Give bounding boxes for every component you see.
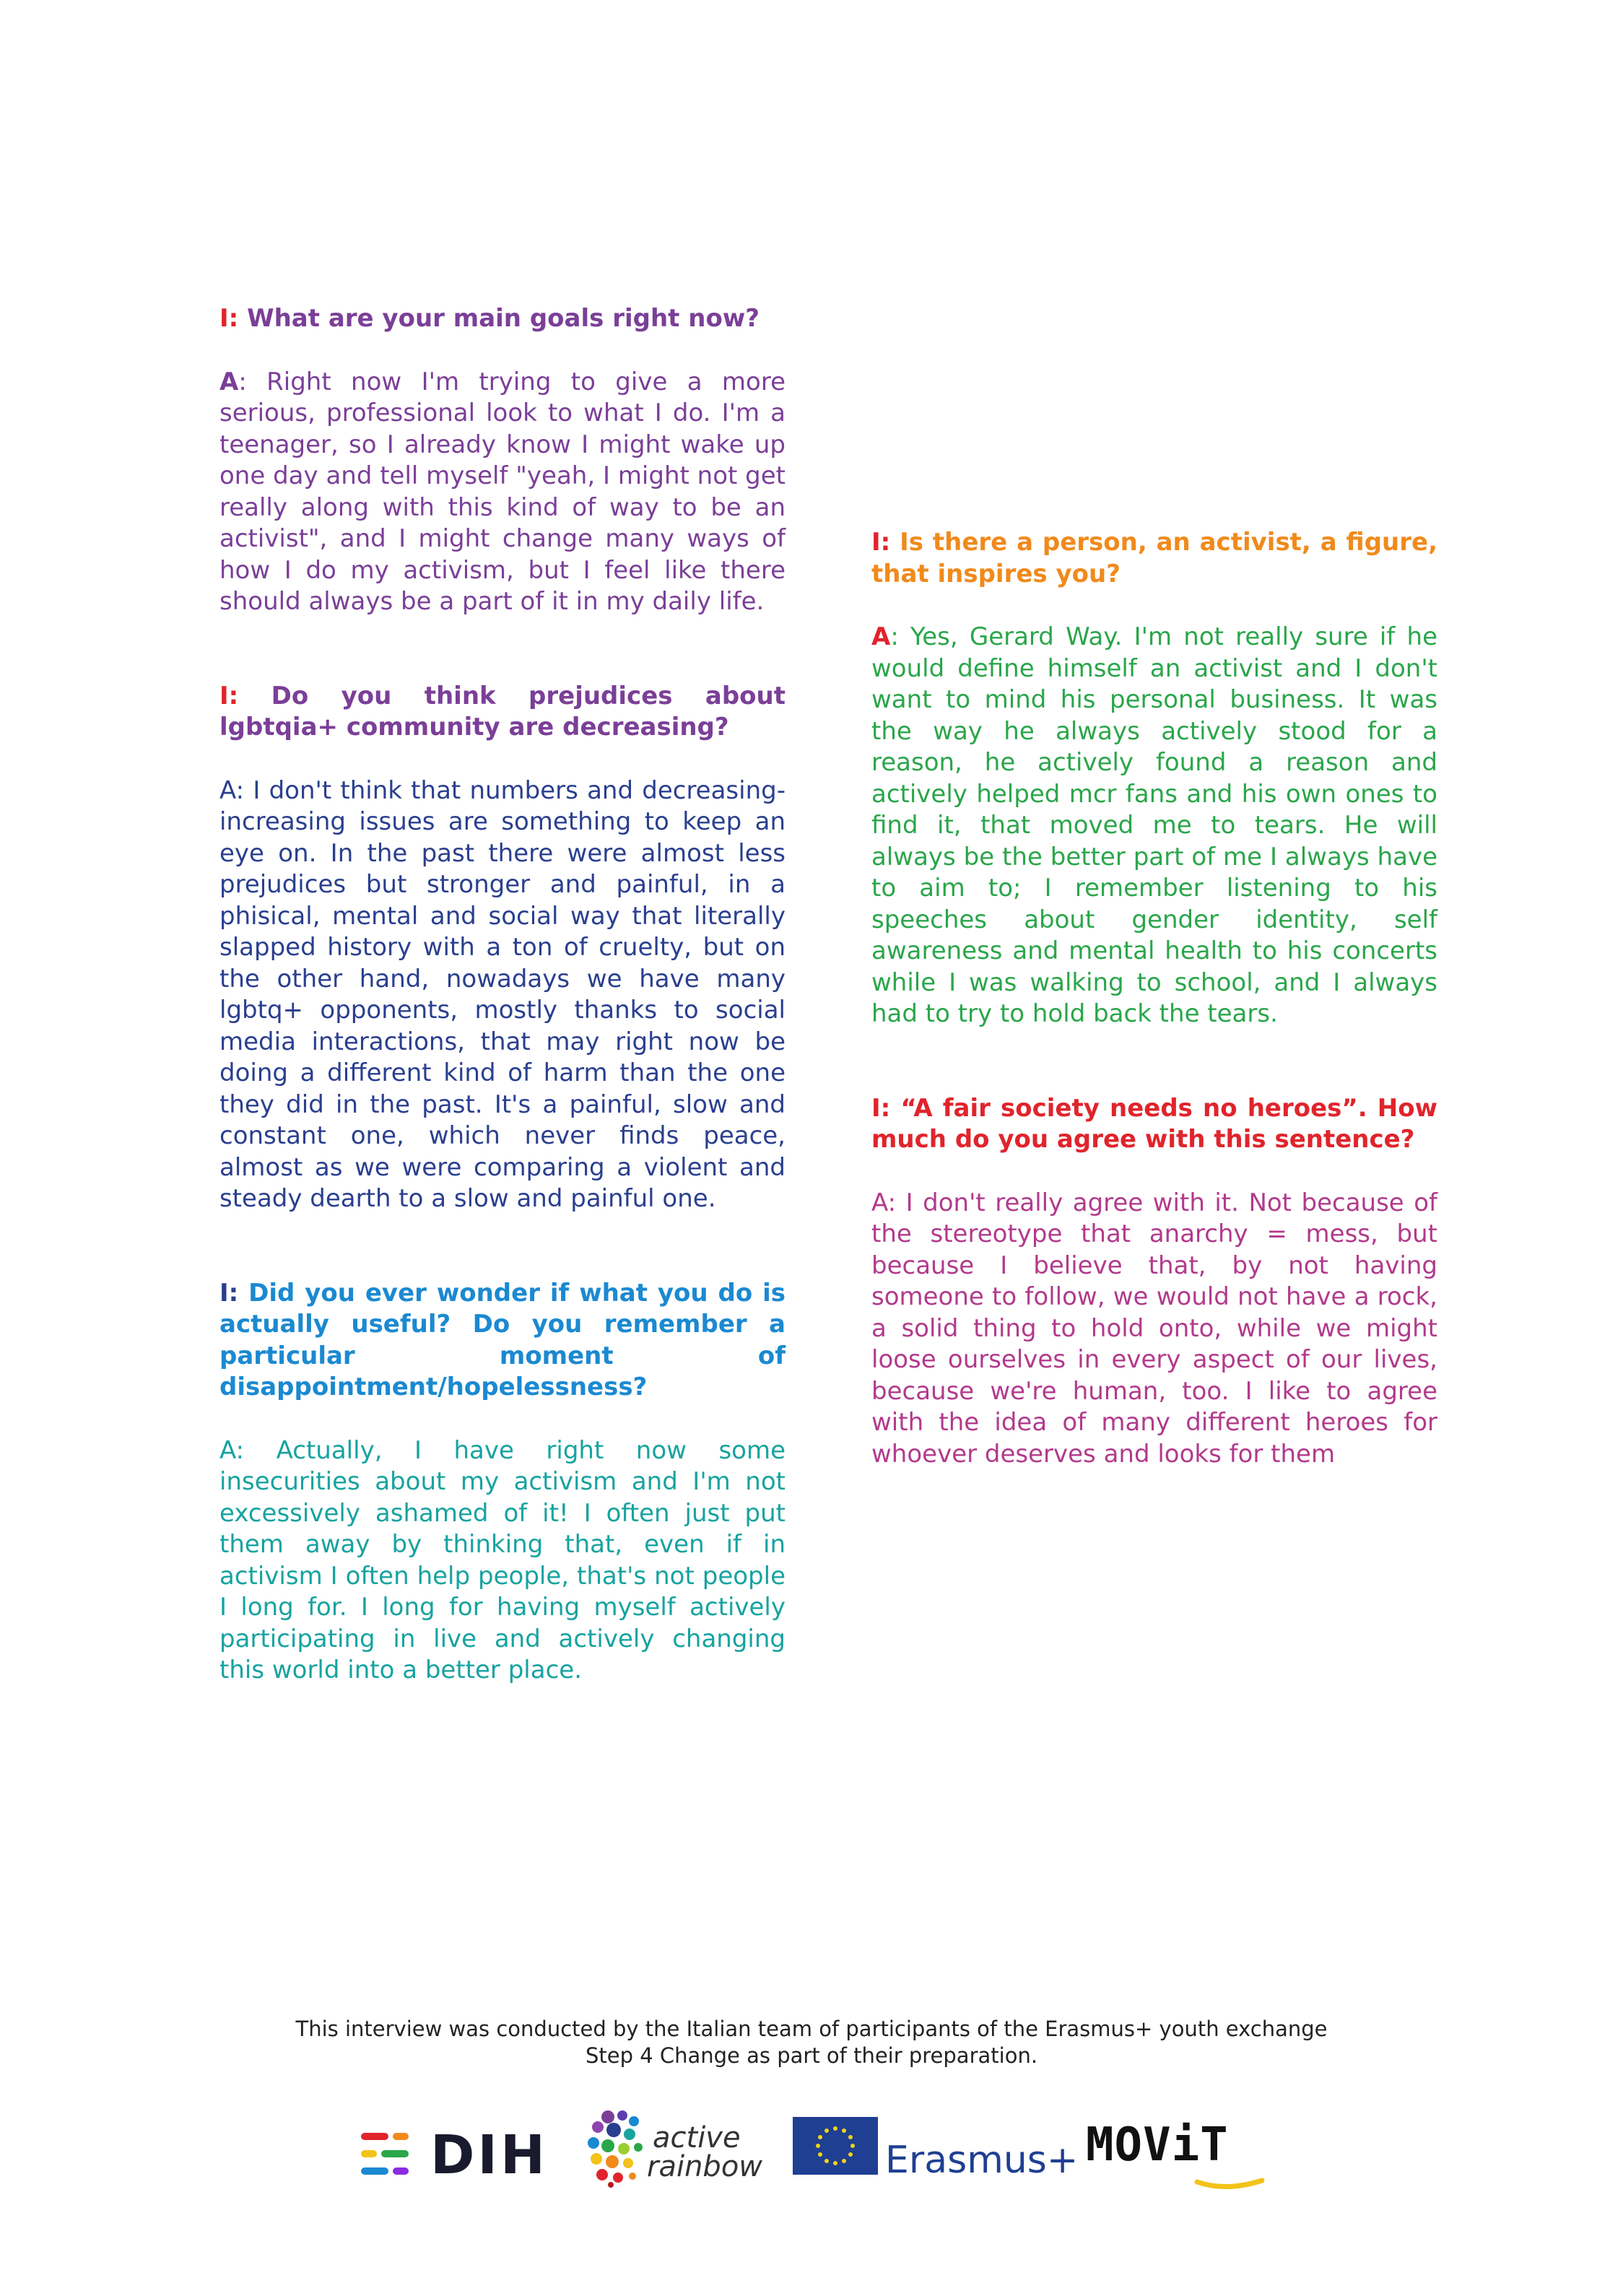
answer-text: : Right now I'm trying to give a more serious, professional look to what I do. I'm a teenager, so I already know I might wake up one day and tell myself "yeah, I might not get really along with this kind of way to be an activist", and I might change many ways of how I do my activism, but I feel like there should always be a part of it in my daily life. — [219, 367, 786, 616]
question-heroes — [871, 1093, 1437, 1156]
answer-tag: A — [219, 367, 239, 396]
interviewer-tag: I: — [219, 304, 239, 333]
footer-credit — [0, 2016, 1623, 2069]
active-rainbow-word-2: rainbow — [647, 2150, 762, 2183]
interviewer-tag: I: — [219, 681, 239, 710]
question-usefulness — [219, 1278, 786, 1404]
answer-tag: A — [871, 622, 891, 651]
eu-flag-icon — [793, 2117, 878, 2175]
interviewer-tag: I: — [219, 1278, 239, 1308]
question-text: “A fair society needs no heroes”. How much do you agree with this sentence? — [871, 1093, 1437, 1154]
erasmus-wordmark: Erasmus+ — [885, 2139, 1079, 2182]
movit-wordmark: MOViT — [1086, 2118, 1229, 2172]
question-text: Did you ever wonder if what you do is actually useful? Do you remember a particular moment of disappointment/hopelessness? — [219, 1278, 786, 1401]
answer-prejudices: A: I don't think that numbers and decreasing-increasing issues are something to keep an eye on. In the past there were almost less prejudices but stronger and painful, in a phisical, mental and social way that literally slapped history with a ton of cruelty, but on the other hand, nowadays we have many lgbtq+ opponents, mostly thanks to social media interactions, that may right now be doing a different kind of harm than the one they did in the past. It's a painful, slow and constant one, which never finds peace, almost as we were comparing a violent and steady dearth to a slow and painful one. — [219, 775, 786, 1213]
active-rainbow-word-1: active — [653, 2121, 741, 2154]
answer-main-goals — [219, 367, 786, 618]
movit-logo — [1086, 2115, 1274, 2202]
answer-heroes: A: I don't really agree with it. Not because of the stereotype that anarchy = mess, but because I believe that, by not having someone to follow, we would not have a rock, a solid thing to hold onto, while we might loose ourselves in every aspect of our lives, because we're human, too. I like to agree with the idea of many different heroes for whoever deserves and looks for them — [871, 1188, 1437, 1469]
question-prejudices — [219, 681, 786, 744]
active-rainbow-logo — [586, 2108, 767, 2195]
question-main-goals — [219, 303, 786, 335]
rainbow-dots-icon — [586, 2108, 648, 2188]
interviewer-tag: I: — [871, 528, 891, 557]
right-column — [871, 527, 1437, 1470]
question-text: Do you think prejudices about lgbtqia+ community are decreasing? — [219, 681, 786, 742]
question-text: What are your main goals right now? — [238, 304, 760, 333]
question-inspiration — [871, 527, 1437, 590]
erasmus-logo — [793, 2117, 1079, 2196]
left-column — [219, 303, 786, 1687]
footer-line-2: Step 4 Change as part of their preparation. — [585, 2043, 1038, 2068]
answer-inspiration — [871, 622, 1437, 1030]
dih-logo — [361, 2123, 556, 2188]
answer-text: : Yes, Gerard Way. I'm not really sure if he would define himself an activist and I don't want to mind his personal business. It was the way he always actively stood for a reason, he actively found a reason and actively helped mcr fans and his own ones to find it, that moved me to tears. He will always be the better part of me I always have to aim to; I remember listening to his speeches about gender identity, self awareness and mental health to his concerts while I was walking to school, and I always had to try to hold back the tears. — [871, 622, 1437, 1028]
logo-strip — [0, 2108, 1623, 2202]
question-text: Is there a person, an activist, a figure, that inspires you? — [871, 528, 1437, 588]
interviewer-tag: I: — [871, 1093, 891, 1123]
answer-usefulness: A: Actually, I have right now some insecurities about my activism and I'm not excessively ashamed of it! I often just put them away by thinking that, even if in activism I often help people, that's not people I long for. I long for having myself actively participating in live and actively changing this world into a better place. — [219, 1435, 786, 1684]
footer-line-1: This interview was conducted by the Italian team of participants of the Erasmus+ youth exchange — [295, 2017, 1328, 2041]
movit-underline-icon — [1089, 2175, 1269, 2196]
dih-wordmark: DIH — [430, 2124, 548, 2186]
